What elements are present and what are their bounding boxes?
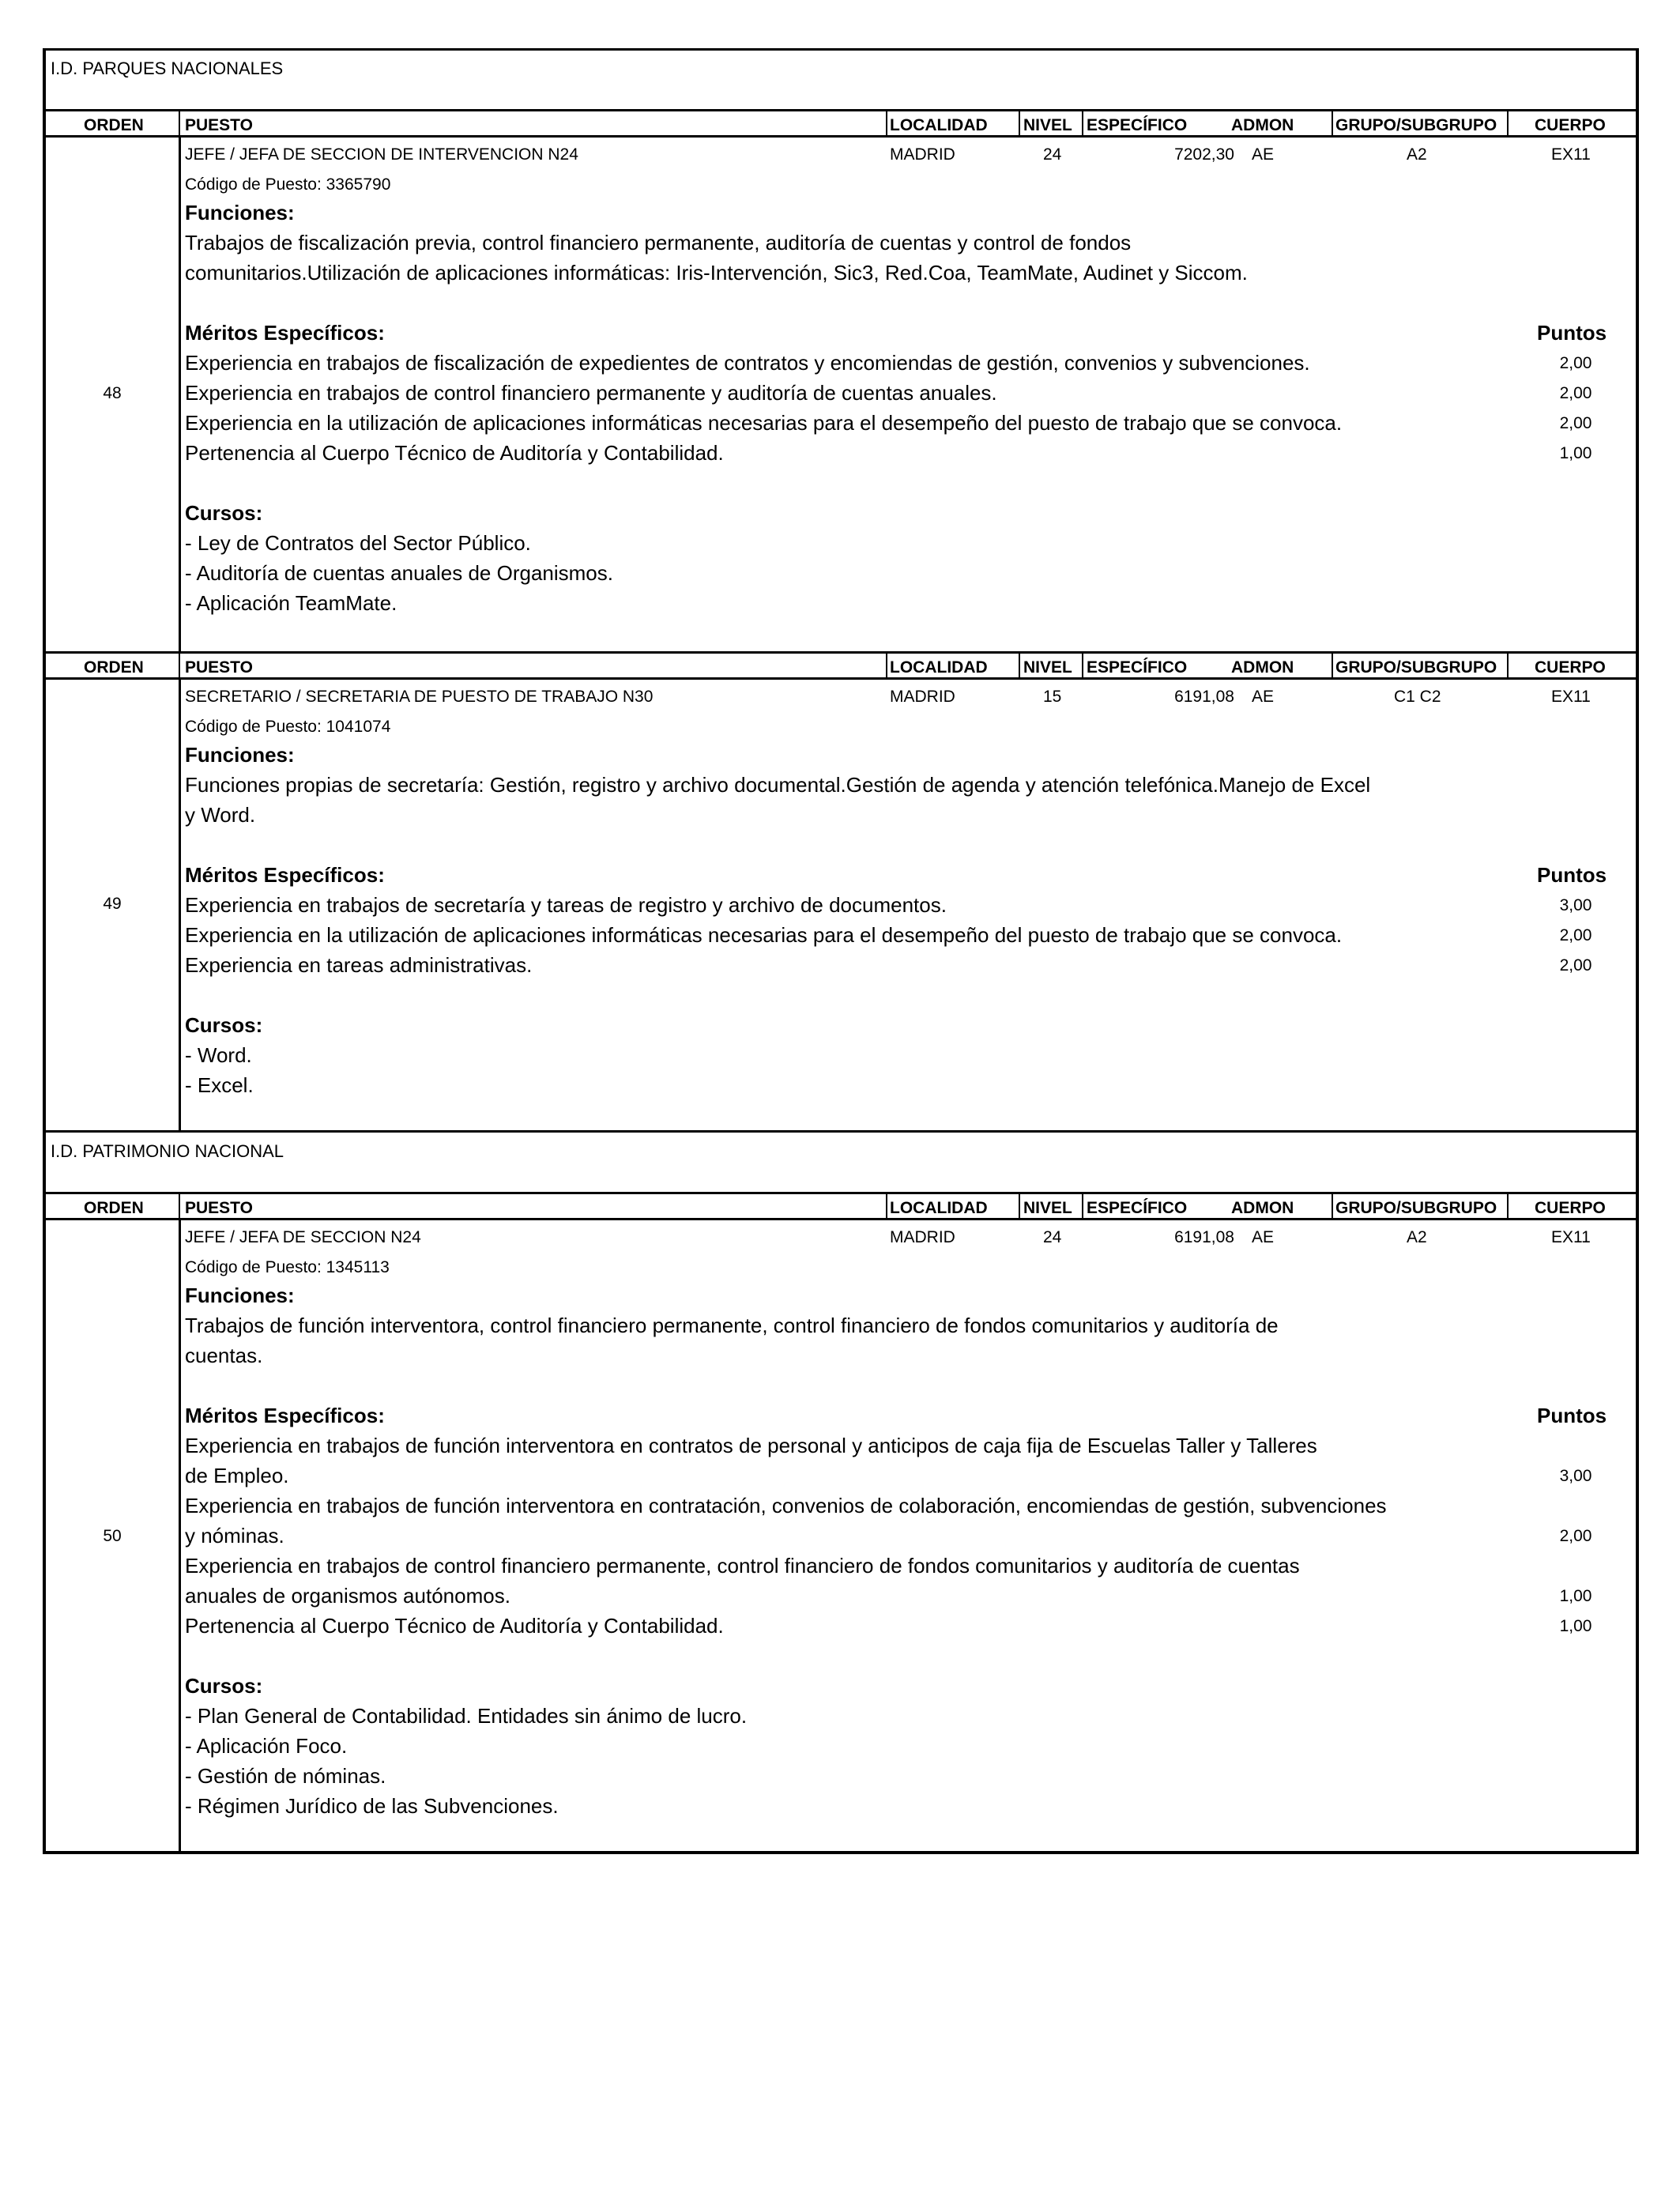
header-admon: ADMON — [1231, 1199, 1294, 1217]
puntos-value: 3,00 — [1559, 1467, 1592, 1485]
entry-grupo: C1 C2 — [1394, 688, 1441, 706]
curso-line: - Régimen Jurídico de las Subvenciones. — [185, 1794, 559, 1818]
header-localidad: LOCALIDAD — [890, 116, 988, 134]
funciones-line: Trabajos de fiscalización previa, control financiero permanente, auditoría de cuentas y control de fondos — [185, 231, 1132, 254]
puntos-value: 2,00 — [1559, 926, 1592, 944]
entry-localidad: MADRID — [890, 1228, 955, 1246]
curso-line: - Gestión de nóminas. — [185, 1764, 386, 1788]
merito-line: anuales de organismos autónomos. — [185, 1584, 510, 1608]
header-grupo: GRUPO/SUBGRUPO — [1335, 658, 1497, 677]
entry-especifico: 7202,30 — [1174, 145, 1234, 164]
entry-localidad: MADRID — [890, 688, 955, 706]
meritos-label: Méritos Específicos: — [185, 863, 385, 887]
curso-line: - Auditoría de cuentas anuales de Organismos. — [185, 561, 613, 585]
funciones-line: comunitarios.Utilización de aplicaciones informáticas: Iris-Intervención, Sic3, Red.Coa, TeamMate, Audinet y Siccom. — [185, 261, 1248, 285]
puntos-label: Puntos — [1537, 1404, 1607, 1427]
entry-nivel: 15 — [1043, 688, 1062, 706]
puntos-value: 2,00 — [1559, 414, 1592, 432]
header-grupo: GRUPO/SUBGRUPO — [1335, 1199, 1497, 1217]
merito-line: Experiencia en la utilización de aplicaciones informáticas necesarias para el desempeño del puesto de trabajo que se convoca. — [185, 923, 1343, 947]
merito-line: Experiencia en trabajos de función interventora en contratación, convenios de colaboración, encomiendas de gestión, subvenciones — [185, 1494, 1387, 1517]
merito-line: Experiencia en trabajos de fiscalización de expedientes de contratos y encomiendas de gestión, convenios y subvenciones. — [185, 351, 1310, 375]
funciones-label: Funciones: — [185, 743, 295, 767]
header-orden: ORDEN — [84, 116, 144, 134]
table-header — [43, 1192, 1639, 1220]
header-admon: ADMON — [1231, 658, 1294, 677]
entry-puesto: JEFE / JEFA DE SECCION N24 — [185, 1228, 421, 1246]
merito-line: Experiencia en trabajos de control financiero permanente, control financiero de fondos comunitarios y auditoría de cuentas — [185, 1554, 1300, 1578]
curso-line: - Excel. — [185, 1073, 254, 1097]
entry-localidad: MADRID — [890, 145, 955, 164]
entry-especifico: 6191,08 — [1174, 688, 1234, 706]
merito-line: de Empleo. — [185, 1464, 289, 1487]
funciones-line: Trabajos de función interventora, control financiero permanente, control financiero de fondos comunitarios y auditoría de — [185, 1314, 1279, 1337]
merito-line: Experiencia en trabajos de función interventora en contratos de personal y anticipos de caja fija de Escuelas Taller y Talleres — [185, 1434, 1317, 1457]
entry-codigo: Código de Puesto: 1345113 — [185, 1258, 390, 1276]
header-nivel: NIVEL — [1023, 116, 1072, 134]
puntos-value: 1,00 — [1559, 1617, 1592, 1635]
funciones-line: Funciones propias de secretaría: Gestión, registro y archivo documental.Gestión de agenda y atención telefónica.Manejo de Excel — [185, 773, 1371, 797]
entry-grupo: A2 — [1407, 1228, 1427, 1246]
entry-cuerpo: EX11 — [1551, 1228, 1591, 1246]
entry-admon: AE — [1252, 688, 1275, 706]
entry-grupo: A2 — [1407, 145, 1427, 164]
curso-line: - Word. — [185, 1043, 252, 1067]
entry-puesto: JEFE / JEFA DE SECCION DE INTERVENCION N24 — [185, 145, 578, 164]
entry-orden: 48 — [103, 384, 122, 402]
puntos-label: Puntos — [1537, 863, 1607, 887]
merito-line: Experiencia en tareas administrativas. — [185, 953, 533, 977]
entry-puesto: SECRETARIO / SECRETARIA DE PUESTO DE TRABAJO N30 — [185, 688, 654, 706]
header-puesto: PUESTO — [185, 1199, 253, 1217]
cursos-label: Cursos: — [185, 1013, 263, 1037]
puntos-value: 1,00 — [1559, 444, 1592, 462]
header-orden: ORDEN — [84, 658, 144, 677]
funciones-label: Funciones: — [185, 201, 295, 224]
funciones-line: cuentas. — [185, 1344, 263, 1367]
merito-line: Experiencia en trabajos de secretaría y tareas de registro y archivo de documentos. — [185, 893, 947, 917]
entry-admon: AE — [1252, 1228, 1275, 1246]
section-title-text: I.D. PATRIMONIO NACIONAL — [51, 1141, 284, 1161]
puntos-value: 2,00 — [1559, 384, 1592, 402]
funciones-label: Funciones: — [185, 1284, 295, 1307]
header-localidad: LOCALIDAD — [890, 658, 988, 677]
entry-cuerpo: EX11 — [1551, 688, 1591, 706]
merito-line: Pertenencia al Cuerpo Técnico de Auditoría y Contabilidad. — [185, 441, 724, 465]
table-header — [43, 109, 1639, 138]
entry-nivel: 24 — [1043, 145, 1062, 164]
section-title-text: I.D. PARQUES NACIONALES — [51, 58, 284, 78]
entry-especifico: 6191,08 — [1174, 1228, 1234, 1246]
entry-48 — [43, 138, 1639, 651]
puntos-value: 2,00 — [1559, 1527, 1592, 1545]
cursos-label: Cursos: — [185, 1674, 263, 1698]
header-admon: ADMON — [1231, 116, 1294, 134]
curso-line: - Ley de Contratos del Sector Público. — [185, 531, 531, 555]
header-orden: ORDEN — [84, 1199, 144, 1217]
header-cuerpo: CUERPO — [1535, 116, 1606, 134]
header-localidad: LOCALIDAD — [890, 1199, 988, 1217]
header-grupo: GRUPO/SUBGRUPO — [1335, 116, 1497, 134]
table-header — [43, 651, 1639, 680]
entry-cuerpo: EX11 — [1551, 145, 1591, 164]
funciones-line: y Word. — [185, 803, 256, 827]
header-especifico: ESPECÍFICO — [1087, 1199, 1188, 1217]
header-puesto: PUESTO — [185, 658, 253, 677]
merito-line: Experiencia en trabajos de control financiero permanente y auditoría de cuentas anuales. — [185, 381, 997, 405]
header-nivel: NIVEL — [1023, 1199, 1072, 1217]
entry-codigo: Código de Puesto: 3365790 — [185, 175, 391, 194]
puntos-value: 3,00 — [1559, 896, 1592, 914]
entry-admon: AE — [1252, 145, 1275, 164]
cursos-label: Cursos: — [185, 501, 263, 525]
puntos-label: Puntos — [1537, 321, 1607, 345]
section-title-patrimonio — [43, 1132, 1639, 1192]
entry-codigo: Código de Puesto: 1041074 — [185, 718, 391, 736]
header-cuerpo: CUERPO — [1535, 1199, 1606, 1217]
entry-orden: 50 — [103, 1527, 122, 1545]
curso-line: - Aplicación Foco. — [185, 1734, 348, 1758]
header-especifico: ESPECÍFICO — [1087, 658, 1188, 677]
entry-49 — [43, 680, 1639, 1130]
header-nivel: NIVEL — [1023, 658, 1072, 677]
merito-line: Experiencia en la utilización de aplicaciones informáticas necesarias para el desempeño del puesto de trabajo que se convoca. — [185, 411, 1343, 435]
entry-50 — [43, 1220, 1639, 1854]
merito-line: y nóminas. — [185, 1524, 284, 1547]
header-especifico: ESPECÍFICO — [1087, 116, 1188, 134]
puntos-value: 2,00 — [1559, 956, 1592, 974]
meritos-label: Méritos Específicos: — [185, 321, 385, 345]
section-title-parques — [43, 49, 1639, 109]
entry-orden: 49 — [103, 895, 122, 913]
header-cuerpo: CUERPO — [1535, 658, 1606, 677]
entry-nivel: 24 — [1043, 1228, 1062, 1246]
puntos-value: 1,00 — [1559, 1587, 1592, 1605]
meritos-label: Méritos Específicos: — [185, 1404, 385, 1427]
curso-line: - Aplicación TeamMate. — [185, 591, 397, 615]
header-puesto: PUESTO — [185, 116, 253, 134]
merito-line: Pertenencia al Cuerpo Técnico de Auditoría y Contabilidad. — [185, 1614, 724, 1638]
curso-line: - Plan General de Contabilidad. Entidades sin ánimo de lucro. — [185, 1704, 748, 1728]
puntos-value: 2,00 — [1559, 354, 1592, 372]
